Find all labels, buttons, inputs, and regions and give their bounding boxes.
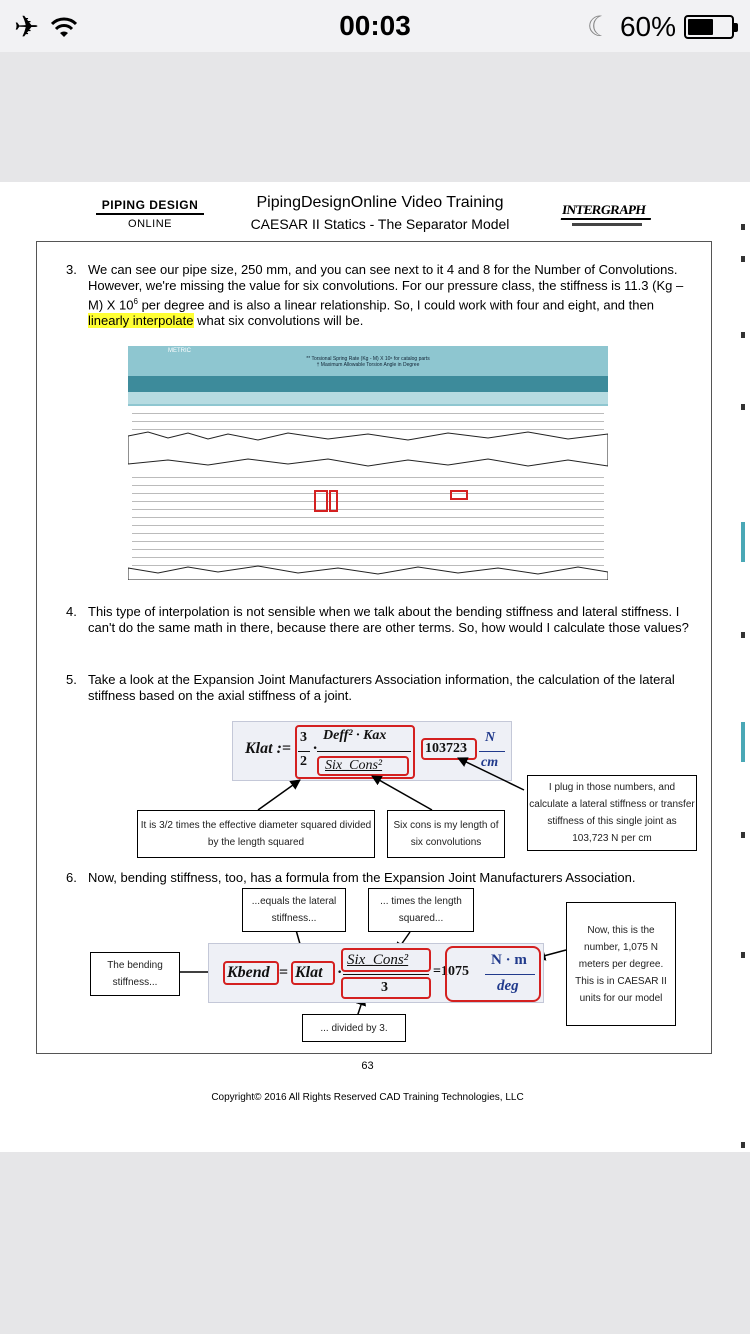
text-part: per degree and is also a linear relationship. So, I could work with four and eight, and then (137, 297, 654, 313)
unit-top: N (485, 730, 496, 745)
logo-line2: ONLINE (128, 218, 172, 230)
unit2-bottom: deg (497, 978, 519, 994)
callout-number-1075: Now, this is the number, 1,075 N meters per degree. This is in CAESAR II units for our model (566, 902, 676, 1026)
fraction-denominator: 2 (300, 754, 307, 769)
table-caption-line1: ** Torsional Spring Rate (Kg - M) X 10⁶ for catalog parts (306, 356, 430, 362)
callout-six-cons: Six cons is my length of six convolutions (387, 810, 505, 858)
formula2-denominator: 3 (381, 980, 388, 995)
table-label: METRIC (168, 348, 191, 354)
intergraph-wordmark: INTERGRAPH (561, 202, 654, 220)
formula2-highlight-denominator (341, 977, 431, 999)
callout-three-halves: It is 3/2 times the effective diameter squared divided by the length squared (137, 810, 375, 858)
table-caption-line2: † Maximum Allowable Torsion Angle in Degree (316, 362, 420, 368)
fraction-numerator: 3 (300, 730, 307, 745)
bending-stiffness-formula (208, 943, 544, 1003)
klat-term: Klat (295, 964, 323, 981)
formula2-result: =1075 (433, 964, 469, 979)
header-subtitle: CAESAR II Statics - The Separator Model (250, 216, 510, 232)
dot-operator: · (337, 964, 343, 981)
item-number: 5. (66, 672, 77, 687)
item-text: This type of interpolation is not sensible when we talk about the bending stiffness and lateral stiffness. I can't do the same math in there, because there are other terms. So, how would I calculate those values? (88, 604, 689, 635)
item-number: 3. (66, 262, 77, 277)
formula-denominator: Six_Cons² (325, 758, 383, 773)
unit-bottom: cm (481, 755, 499, 770)
lateral-stiffness-formula: Klat := 3 2 · Deff² · Kax Six_Cons² 103723 N cm (232, 721, 512, 781)
callout-times-length: ... times the length squared... (368, 888, 474, 932)
item-6 (66, 870, 692, 886)
highlighted-text: linearly interpolate (88, 313, 194, 329)
callout-plug-numbers: I plug in those numbers, and calculate a lateral stiffness or transfer stiffness of this single joint as 103,723 N per cm (527, 775, 697, 851)
callout-bending-stiffness: The bending stiffness... (90, 952, 180, 996)
item-text: Take a look at the Expansion Joint Manufacturers Association information, the calculation of the lateral stiffness based on the axial stiffness of a joint. (88, 672, 675, 703)
item-number: 4. (66, 604, 77, 619)
superscript: 6 (133, 297, 138, 306)
formula-numerator: Deff² · Kax (323, 728, 387, 743)
kbend-term: Kbend (227, 964, 270, 981)
callout-equals-lateral: ...equals the lateral stiffness... (242, 888, 346, 932)
callout-divided-by-3: ... divided by 3. (302, 1014, 406, 1042)
formula-result: 103723 (425, 741, 467, 756)
equals-sign: = (279, 964, 289, 981)
formula2-numerator: Six_Cons² (347, 952, 409, 968)
battery-percent: 60% (619, 10, 676, 42)
header-title: PipingDesignOnline Video Training (256, 194, 504, 211)
formula2-highlight-klat (291, 961, 335, 985)
formula2-bar (343, 974, 429, 975)
formula2-highlight-numerator (341, 948, 431, 972)
text-part: what six convolutions will be. (193, 313, 364, 329)
copyright: Copyright© 2016 All Rights Reserved CAD Training Technologies, LLC (211, 1092, 524, 1103)
formula2-highlight-kbend (223, 961, 279, 985)
logo-line1: PIPING DESIGN (96, 198, 204, 215)
formula2-highlight-units (445, 946, 541, 1002)
status-time: 00:03 (339, 10, 411, 41)
item-text: Now, bending stiffness, too, has a formula from the Expansion Joint Manufacturers Association. (88, 870, 636, 885)
item-number: 6. (66, 870, 77, 885)
page-number: 63 (361, 1060, 374, 1072)
unit2-top: N · m (491, 952, 527, 968)
formula-lhs: Klat := (245, 740, 292, 757)
airplane-icon: ✈ (14, 11, 40, 44)
text-part: We can see our pipe size, 250 mm, and you can see next to it 4 and 8 for the Number of Convolutions. However, we're missing the value for six convolutions. For our pressure class, the stiffness is 11.3 (Kg – M) X 10 (88, 262, 684, 313)
moon-icon: ☾ (586, 11, 612, 42)
